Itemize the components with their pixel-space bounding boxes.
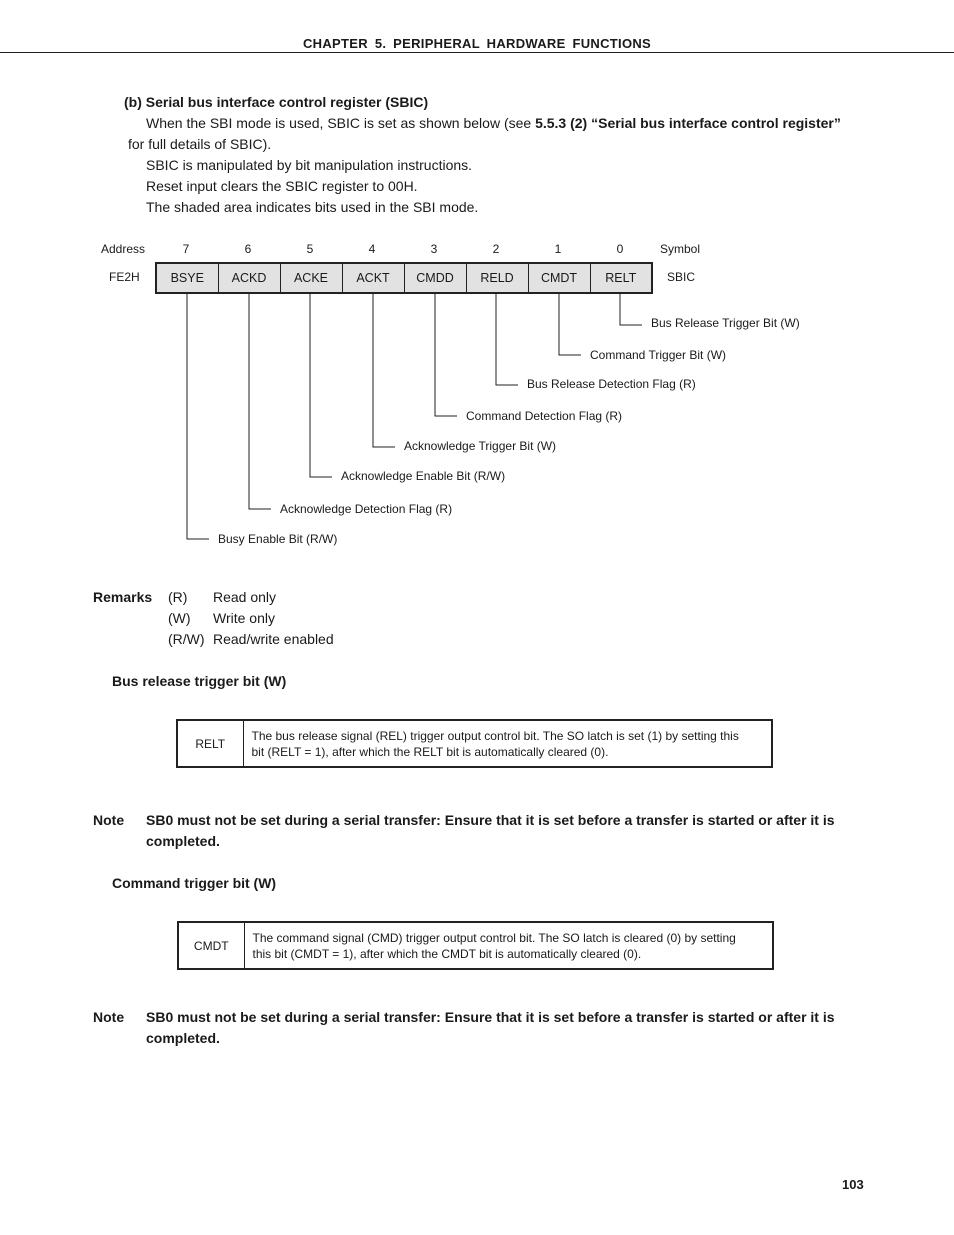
desc-reld: Bus Release Detection Flag (R): [527, 377, 696, 391]
bit-cell-ackd: ACKD: [218, 263, 280, 293]
section-para-4: The shaded area indicates bits used in the SBI mode.: [146, 199, 479, 215]
note-1-line-2: completed.: [146, 833, 220, 849]
remark-code-r: (R): [168, 589, 188, 605]
bit-number: 6: [244, 242, 252, 256]
cmdt-desc-line-1: The command signal (CMD) trigger output control bit. The SO latch is cleared (0) by setting: [252, 930, 736, 945]
desc-ackd: Acknowledge Detection Flag (R): [280, 502, 453, 516]
register-symbol: SBIC: [667, 270, 696, 284]
cmdt-description-cell: [244, 922, 773, 969]
bit-number: 1: [554, 242, 562, 256]
cmdt-desc-line-2: this bit (CMDT = 1), after which the CMDT bit is automatically cleared (0).: [252, 946, 642, 961]
bit-cell-relt: RELT: [590, 263, 652, 293]
bit-cell-bsye: BSYE: [156, 263, 218, 293]
bit-cell-cmdt: CMDT: [528, 263, 590, 293]
chapter-header: CHAPTER 5. PERIPHERAL HARDWARE FUNCTIONS: [302, 36, 652, 51]
remarks-label: Remarks: [93, 589, 153, 605]
relt-heading: Bus release trigger bit (W): [112, 673, 287, 689]
bit-number: 4: [368, 242, 376, 256]
register-address: FE2H: [109, 270, 140, 284]
bit-number: 0: [616, 242, 624, 256]
page-number: 103: [842, 1177, 864, 1192]
note-2-label: Note: [93, 1009, 125, 1025]
relt-name-cell: RELT: [177, 720, 243, 767]
note-2-line-2: completed.: [146, 1030, 220, 1046]
bit-number: 7: [182, 242, 190, 256]
desc-bsye: Busy Enable Bit (R/W): [218, 532, 338, 546]
section-para-2: SBIC is manipulated by bit manipulation instructions.: [146, 157, 473, 173]
bit-number: 2: [492, 242, 500, 256]
bit-cell-cmdd: CMDD: [404, 263, 466, 293]
desc-relt: Bus Release Trigger Bit (W): [651, 316, 800, 330]
relt-description-table: [176, 719, 773, 768]
remark-text-r: Read only: [213, 589, 277, 605]
leader-reld: [496, 292, 518, 385]
note-1-line-1: SB0 must not be set during a serial transfer: Ensure that it is set before a transfer is started or after it is: [146, 812, 835, 828]
relt-desc-line-2: bit (RELT = 1), after which the RELT bit is automatically cleared (0).: [251, 744, 609, 759]
section-para-1-cont: for full details of SBIC).: [128, 136, 272, 152]
note-1-label: Note: [93, 812, 125, 828]
leader-ackd: [249, 292, 271, 509]
leader-cmdd: [435, 292, 457, 416]
para1-prefix: When the SBI mode is used, SBIC is set as shown below (see: [146, 115, 536, 131]
leader-bsye: [187, 292, 209, 539]
bit-cell-ackt: ACKT: [342, 263, 404, 293]
desc-cmdd: Command Detection Flag (R): [466, 409, 623, 423]
bit-cell-acke: ACKE: [280, 263, 342, 293]
symbol-label: Symbol: [660, 242, 701, 256]
remark-text-rw: Read/write enabled: [213, 631, 334, 647]
leader-acke: [310, 292, 332, 477]
note-2-line-1: SB0 must not be set during a serial transfer: Ensure that it is set before a transfer is started or after it is: [146, 1009, 835, 1025]
cmdt-name-cell: CMDT: [178, 922, 244, 969]
bit-cell-reld: RELD: [466, 263, 528, 293]
section-para-3: Reset input clears the SBIC register to 00H.: [146, 178, 418, 194]
desc-ackt: Acknowledge Trigger Bit (W): [404, 439, 557, 453]
leader-ackt: [373, 292, 395, 447]
bit-number: 5: [306, 242, 314, 256]
section-heading: (b) Serial bus interface control register (SBIC): [124, 94, 429, 110]
remark-code-w: (W): [168, 610, 191, 626]
leader-cmdt: [559, 292, 581, 355]
desc-acke: Acknowledge Enable Bit (R/W): [341, 469, 506, 483]
remark-code-rw: (R/W): [168, 631, 205, 647]
bit-number: 3: [430, 242, 438, 256]
para1-reference: 5.5.3 (2) “Serial bus interface control register”: [535, 115, 841, 131]
address-label: Address: [101, 242, 146, 256]
cmdt-heading: Command trigger bit (W): [112, 875, 277, 891]
leader-relt: [620, 292, 642, 325]
desc-cmdt: Command Trigger Bit (W): [590, 348, 727, 362]
remark-text-w: Write only: [213, 610, 275, 626]
relt-description-cell: [243, 720, 772, 767]
cmdt-description-table: [177, 921, 774, 970]
relt-desc-line-1: The bus release signal (REL) trigger output control bit. The SO latch is set (1) by setting this: [251, 728, 739, 743]
